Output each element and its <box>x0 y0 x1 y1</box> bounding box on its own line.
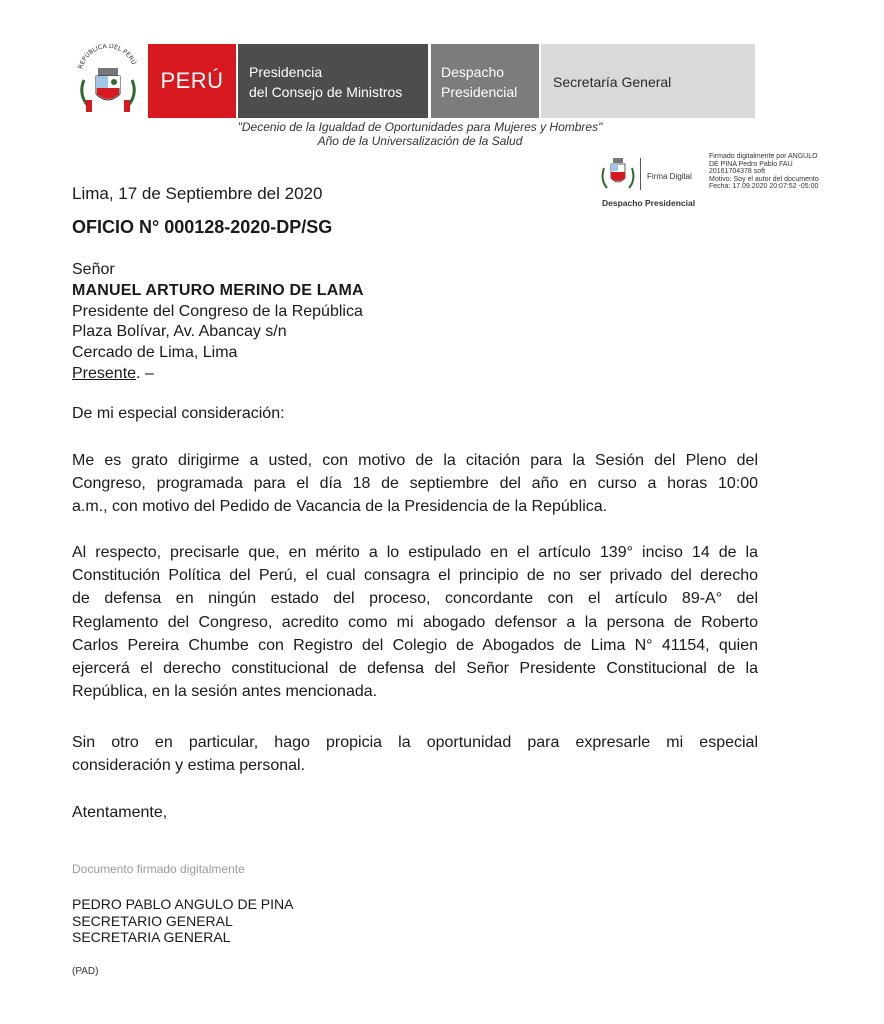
header-despacho-block <box>431 44 539 118</box>
letter-greeting: De mi especial consideración: <box>72 405 285 422</box>
signature-meta-line: 20161704378 soft <box>709 168 766 176</box>
recipient-name: MANUEL ARTURO MERINO DE LAMA <box>72 281 364 299</box>
signature-meta-line: Firmado digitalmente por ANGULO <box>709 153 818 160</box>
recipient-block <box>72 260 364 385</box>
letter-reference: OFICIO N° 000128-2020-DP/SG <box>72 217 333 237</box>
paragraph-line: Reglamento del Congreso, acredito como mi abogado defensor a la persona de Roberto <box>72 613 758 631</box>
signature-firma-label: Firma Digital <box>647 172 692 181</box>
signature-meta-line: Fecha: 17.09.2020 20:07:52 -05:00 <box>709 183 819 191</box>
header-peru-block: PERÚ <box>148 44 236 118</box>
paragraph-2 <box>72 541 758 703</box>
signer-name: PEDRO PABLO ANGULO DE PINA <box>72 896 294 912</box>
paragraph-line: Constitución Política del Perú, el cual consagra el principio de no ser privado del derecho <box>72 567 758 585</box>
digital-signature-note: Documento firmado digitalmente <box>72 862 245 876</box>
peru-coat-of-arms-icon <box>76 44 140 116</box>
recipient-address2: Cercado de Lima, Lima <box>72 344 238 362</box>
motto-line2: Año de la Universalización de la Salud <box>317 134 523 148</box>
paragraph-line: Congreso, programada para el día 18 de septiembre del año en curso a horas 10:00 <box>72 475 758 493</box>
paragraph-line: República, en la sesión antes mencionada. <box>72 683 378 701</box>
paragraph-line: a.m., con motivo del Pedido de Vacancia de la Presidencia de la República. <box>72 498 608 516</box>
signer-block <box>72 896 293 946</box>
recipient-salutation: Señor <box>72 261 115 278</box>
paragraph-line: de defensa en ningún estado del proceso, concordante con el artículo 89-A° del <box>72 590 758 608</box>
signature-divider <box>640 158 641 190</box>
paragraph-line: Sin otro en particular, hago propicia la oportunidad para expresarle mi especial <box>72 734 758 751</box>
paragraph-line: consideración y estima personal. <box>72 757 306 775</box>
paragraph-3 <box>72 731 758 777</box>
header-secretaria-block: Secretaría General <box>541 44 755 118</box>
motto-line1: "Decenio de la Igualdad de Oportunidades para Mujeres y Hombres" <box>237 120 603 134</box>
recipient-presente: Presente <box>72 364 137 382</box>
signature-office: Despacho Presidencial <box>602 198 696 208</box>
recipient-title: Presidente del Congreso de la República <box>72 302 363 320</box>
paragraph-line: Al respecto, precisarle que, en mérito a lo estipulado en el artículo 139° inciso 14 de la <box>72 544 758 561</box>
recipient-presente-tail: . – <box>136 364 154 382</box>
signature-metadata <box>709 153 849 191</box>
signature-meta-line: DE PINA Pedro Pablo FAU <box>709 160 793 168</box>
header-dp-line2: Presidencial <box>441 84 518 100</box>
signer-title: SECRETARIO GENERAL <box>72 912 233 929</box>
header-dp-line1: Despacho <box>441 64 505 80</box>
paragraph-line: Me es grato dirigirme a usted, con motivo de la citación para la Sesión del Pleno del <box>72 452 758 469</box>
signature-meta-line: Motivo: Soy el autor del documento <box>709 175 819 183</box>
paragraph-line: ejercerá el derecho constitucional de defensa del Señor Presidente Constitucional de la <box>72 660 758 678</box>
recipient-presente-line <box>72 364 364 385</box>
svg-text:REPÚBLICA DEL PERÚ: REPÚBLICA DEL PERÚ <box>77 44 138 70</box>
paragraph-line: Carlos Pereira Chumbe con Registro del Colegio de Abogados de Lima N° 41154, quien <box>72 636 758 654</box>
signer-office: SECRETARIA GENERAL <box>72 929 231 945</box>
header-pcm-block <box>238 44 428 118</box>
letter-date: Lima, 17 de Septiembre del 2020 <box>72 184 323 203</box>
letter-closing: Atentamente, <box>72 804 168 821</box>
paragraph-1 <box>72 449 758 519</box>
header-pcm-line1: Presidencia <box>249 64 323 80</box>
signature-seal-icon <box>600 154 636 194</box>
recipient-address1: Plaza Bolívar, Av. Abancay s/n <box>72 323 287 341</box>
initials: (PAD) <box>72 966 99 977</box>
header-pcm-line2: del Consejo de Ministros <box>249 84 403 100</box>
